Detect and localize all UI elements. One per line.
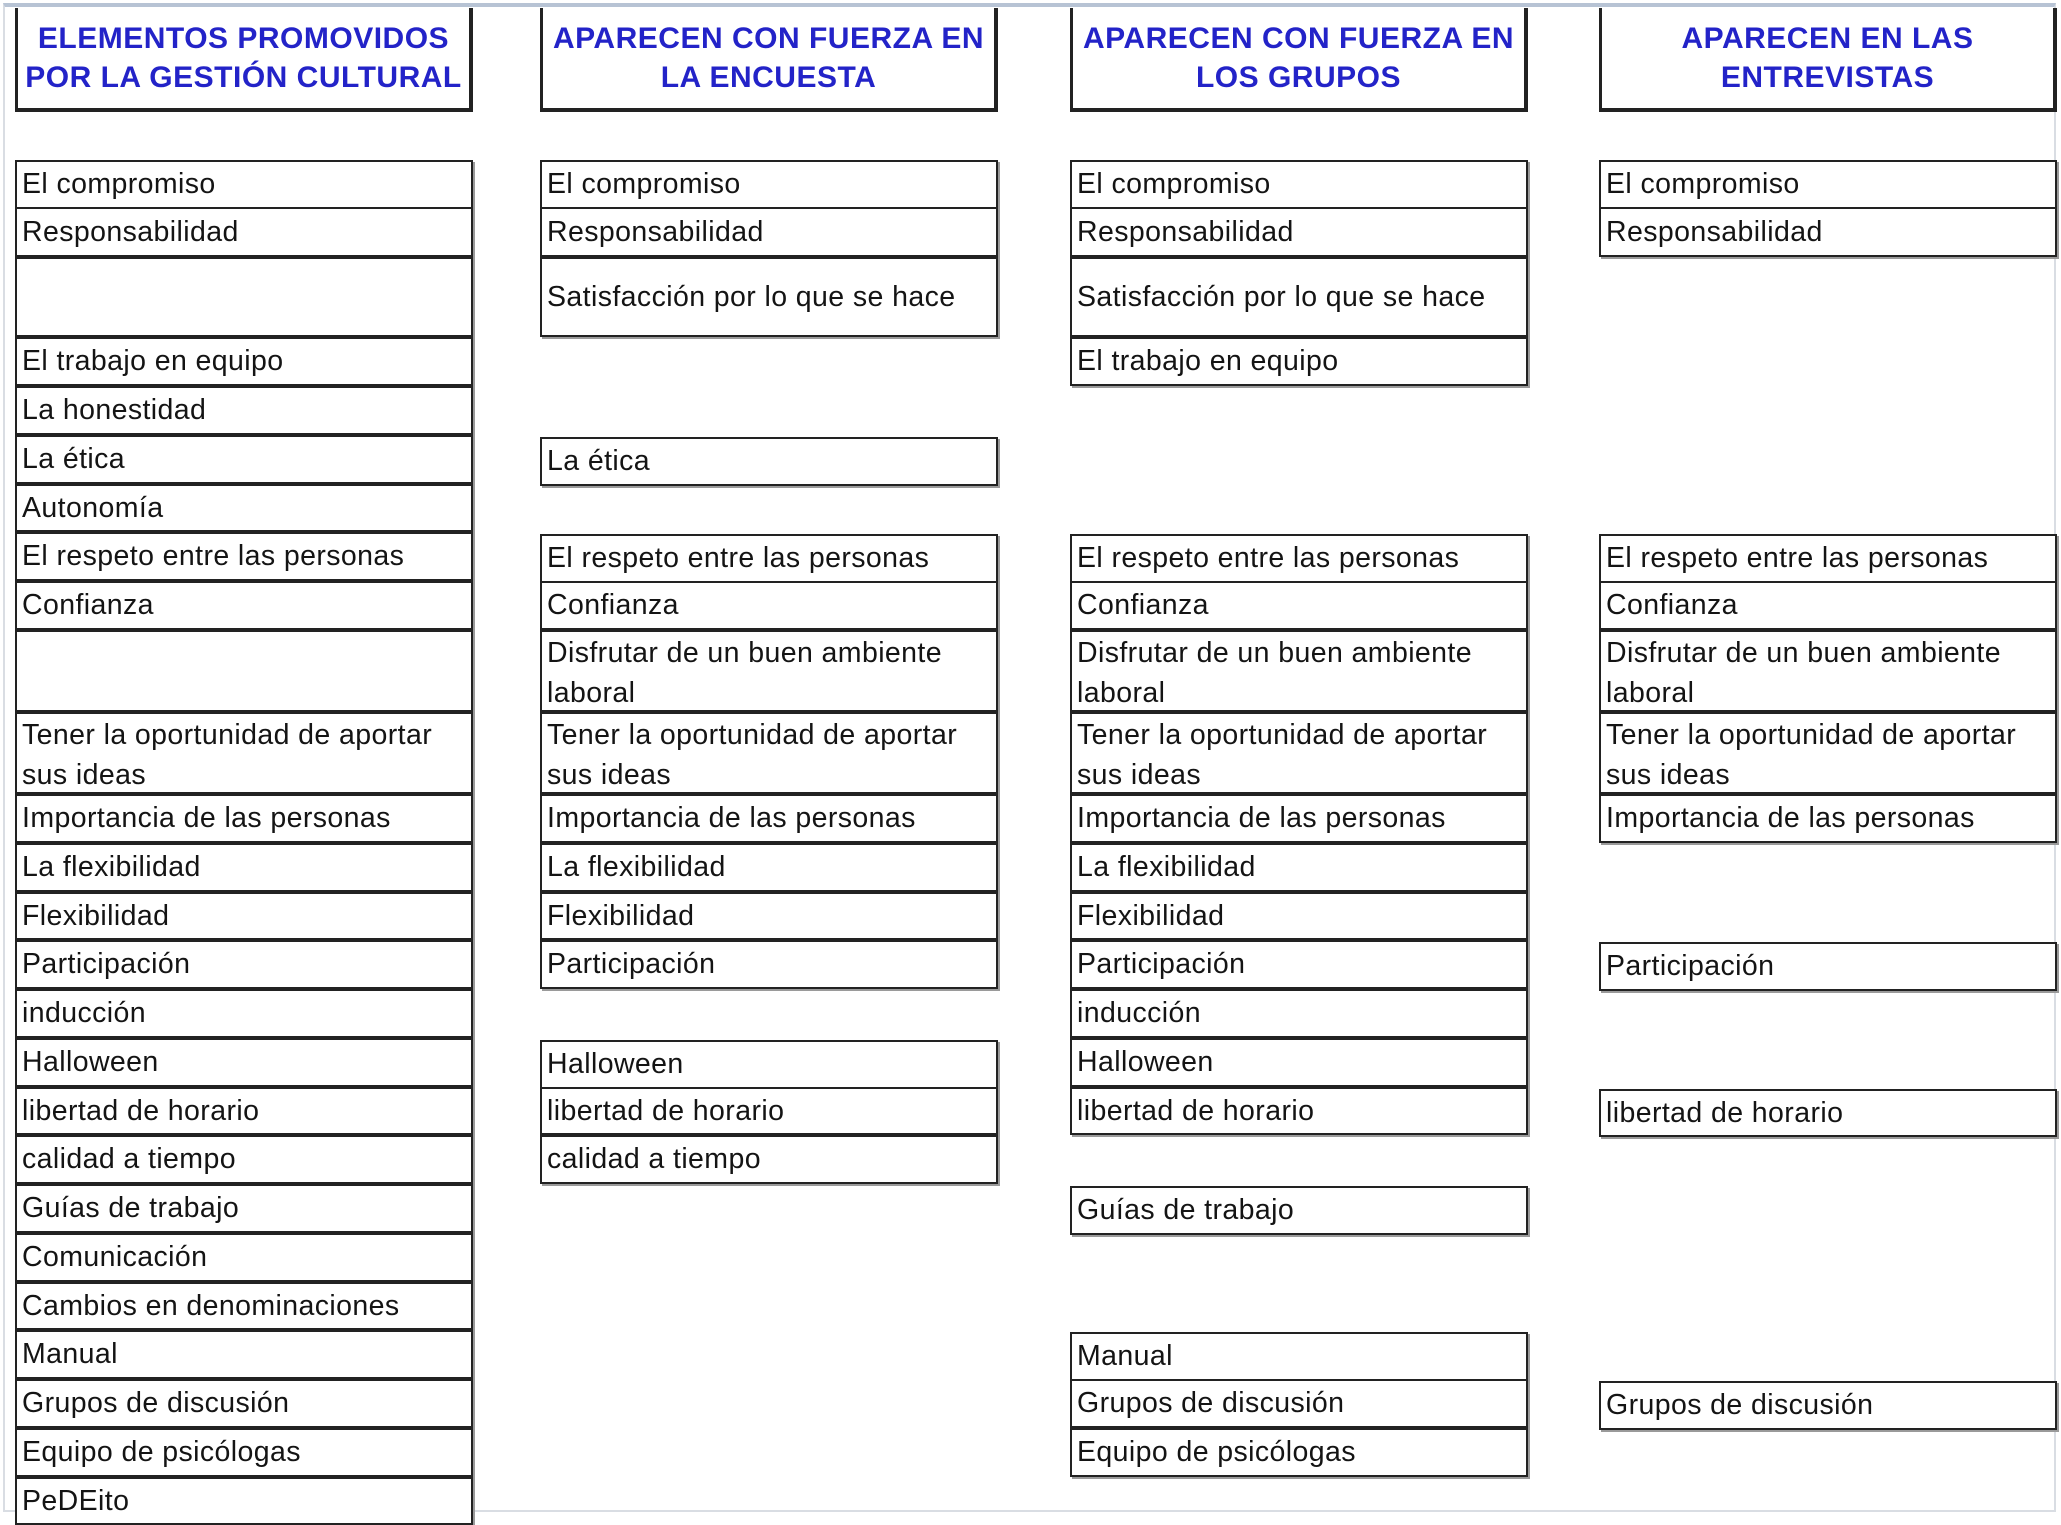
list-item: libertad de horario (540, 1087, 998, 1135)
column-header: ELEMENTOS PROMOVIDOS POR LA GESTIÓN CULTURAL (15, 8, 473, 112)
list-item: La honestidad (15, 386, 473, 435)
list-item: El trabajo en equipo (1070, 337, 1528, 386)
list-item: Responsabilidad (15, 207, 473, 257)
list-item: Grupos de discusión (1070, 1379, 1528, 1428)
list-item: Responsabilidad (1599, 207, 2057, 257)
list-item: libertad de horario (15, 1087, 473, 1135)
column-gestion-cultural (15, 0, 473, 1517)
list-item: El respeto entre las personas (540, 534, 998, 583)
list-item: Tener la oportunidad de aportar sus ideas (540, 712, 998, 794)
list-item-empty (15, 257, 473, 337)
list-item: Tener la oportunidad de aportar sus ideas (15, 712, 473, 794)
list-item: Flexibilidad (1070, 892, 1528, 940)
list-item: Equipo de psicólogas (15, 1428, 473, 1477)
list-item: Satisfacción por lo que se hace (1070, 257, 1528, 337)
list-item: Confianza (1599, 581, 2057, 630)
list-item: Responsabilidad (540, 207, 998, 257)
list-item: El respeto entre las personas (15, 532, 473, 581)
list-item: Manual (15, 1330, 473, 1379)
list-item: El compromiso (1070, 160, 1528, 209)
list-item: Guías de trabajo (1070, 1186, 1528, 1235)
list-item: Halloween (15, 1038, 473, 1087)
list-item: Importancia de las personas (1599, 794, 2057, 843)
list-item: Responsabilidad (1070, 207, 1528, 257)
list-item-empty (15, 630, 473, 712)
list-item: calidad a tiempo (540, 1135, 998, 1184)
list-item: Flexibilidad (540, 892, 998, 940)
list-item: Manual (1070, 1332, 1528, 1381)
list-item: Satisfacción por lo que se hace (540, 257, 998, 337)
list-item: Grupos de discusión (1599, 1381, 2057, 1430)
column-header: APARECEN EN LAS ENTREVISTAS (1599, 8, 2057, 112)
list-item: calidad a tiempo (15, 1135, 473, 1184)
list-item: Disfrutar de un buen ambiente laboral (540, 630, 998, 712)
list-item: Disfrutar de un buen ambiente laboral (1070, 630, 1528, 712)
column-encuesta (540, 0, 998, 1517)
list-item: Tener la oportunidad de aportar sus ideas (1599, 712, 2057, 794)
list-item: Confianza (540, 581, 998, 630)
list-item: La flexibilidad (540, 843, 998, 892)
list-item: El compromiso (15, 160, 473, 209)
list-item: inducción (1070, 989, 1528, 1038)
list-item: El trabajo en equipo (15, 337, 473, 386)
list-item: Importancia de las personas (1070, 794, 1528, 843)
list-item: La flexibilidad (1070, 843, 1528, 892)
list-item: Importancia de las personas (540, 794, 998, 843)
list-item: Comunicación (15, 1233, 473, 1282)
list-item: Participación (15, 940, 473, 989)
list-item: Participación (540, 940, 998, 989)
list-item: libertad de horario (1070, 1087, 1528, 1135)
list-item: libertad de horario (1599, 1089, 2057, 1137)
list-item: Participación (1070, 940, 1528, 989)
list-item: El respeto entre las personas (1070, 534, 1528, 583)
list-item: Participación (1599, 942, 2057, 991)
column-grupos (1070, 0, 1528, 1517)
list-item: PeDEito (15, 1477, 473, 1525)
list-item: Equipo de psicólogas (1070, 1428, 1528, 1477)
list-item: Guías de trabajo (15, 1184, 473, 1233)
list-item: La flexibilidad (15, 843, 473, 892)
list-item: Grupos de discusión (15, 1379, 473, 1428)
column-entrevistas (1599, 0, 2057, 1517)
list-item: Confianza (1070, 581, 1528, 630)
list-item: Halloween (1070, 1038, 1528, 1087)
list-item: Cambios en denominaciones (15, 1282, 473, 1330)
column-header: APARECEN CON FUERZA EN LA ENCUESTA (540, 8, 998, 112)
list-item: Disfrutar de un buen ambiente laboral (1599, 630, 2057, 712)
list-item: inducción (15, 989, 473, 1038)
list-item: La ética (15, 435, 473, 484)
list-item: El compromiso (1599, 160, 2057, 209)
list-item: Tener la oportunidad de aportar sus ideas (1070, 712, 1528, 794)
list-item: Halloween (540, 1040, 998, 1089)
list-item: Importancia de las personas (15, 794, 473, 843)
list-item: La ética (540, 437, 998, 486)
list-item: Autonomía (15, 484, 473, 532)
list-item: El compromiso (540, 160, 998, 209)
list-item: Confianza (15, 581, 473, 630)
list-item: Flexibilidad (15, 892, 473, 940)
list-item: El respeto entre las personas (1599, 534, 2057, 583)
column-header: APARECEN CON FUERZA EN LOS GRUPOS (1070, 8, 1528, 112)
